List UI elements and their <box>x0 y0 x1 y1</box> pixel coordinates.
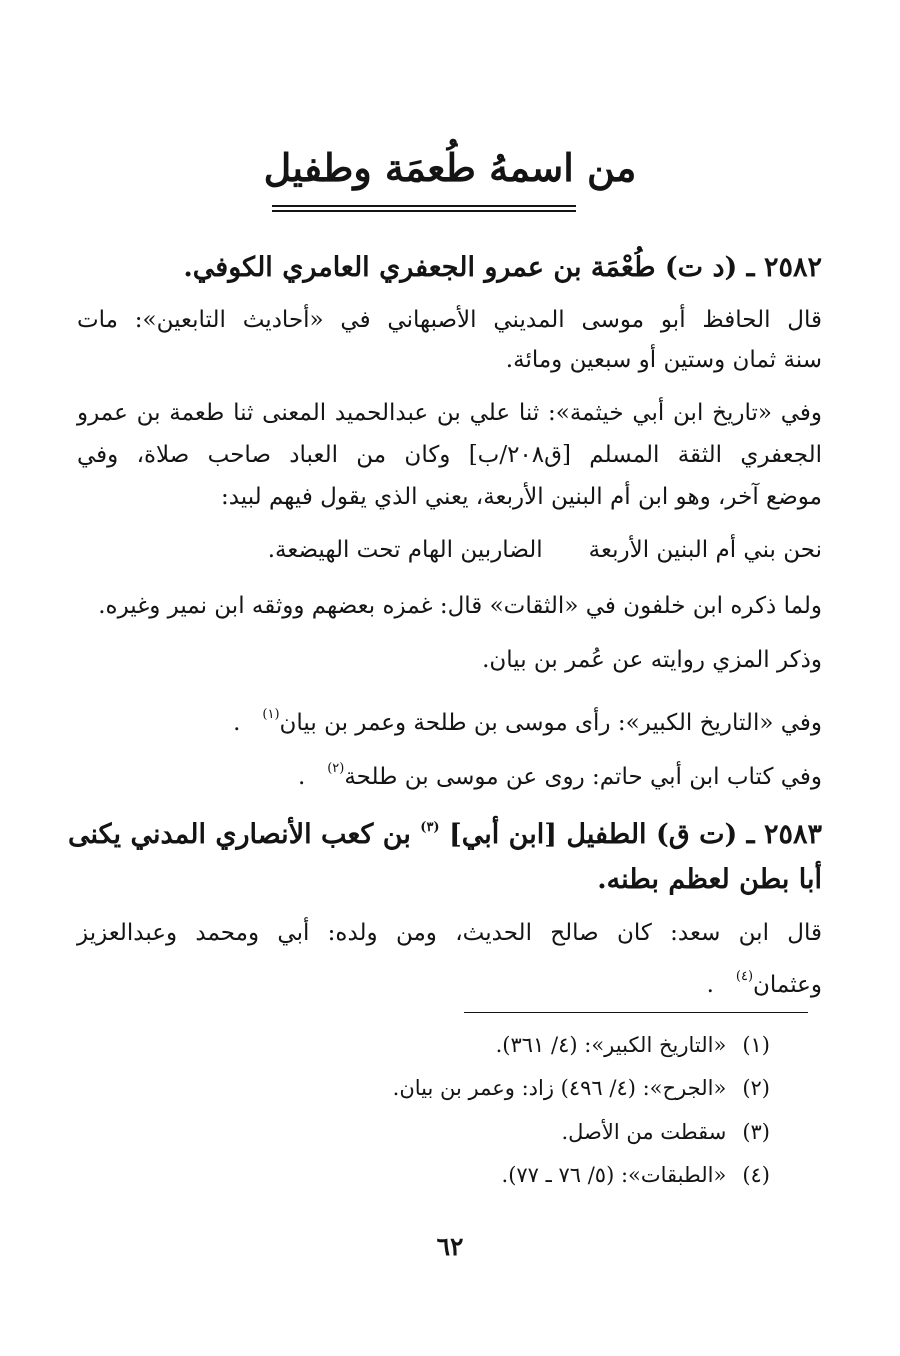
entry-2582-paragraph-2-line-3: موضع آخر، وهو ابن أم البنين الأربعة، يعني الذي يقول فيهم لبيد: <box>220 484 822 510</box>
footnote-1 <box>496 1031 770 1059</box>
chapter-title: من اسمهُ طُعمَة وطفيل <box>263 145 637 190</box>
entry-2582-paragraph-1-line-1: قال الحافظ أبو موسى المديني الأصبهاني في «أحاديث التابعين»: مات <box>77 307 822 333</box>
entry-2582-paragraph-1-line-2: سنة ثمان وستين أو سبعين ومائة. <box>505 347 822 373</box>
entry-2583-paragraph-1-line-1: قال ابن سعد: كان صالح الحديث، ومن ولده: أبي ومحمد وعبدالعزيز <box>77 920 822 946</box>
entry-2583-heading-line-1 <box>67 808 822 855</box>
footnote-ref-3: (٣) <box>420 820 440 835</box>
entry-2582-paragraph-5 <box>77 700 822 738</box>
entry-2583-paragraph-1-line-2 <box>77 962 822 1000</box>
footnote-ref-1: (١) <box>262 707 280 722</box>
footnote-number: (١) <box>742 1033 770 1057</box>
entry-2582-paragraph-2-line-1: وفي «تاريخ ابن أبي خيثمة»: ثنا علي بن عبدالحميد المعنى ثنا طعمة بن عمرو <box>77 400 822 426</box>
footnote-number: (٣) <box>742 1120 770 1144</box>
sentence-period: . <box>233 710 241 736</box>
footnote-ref-4: (٤) <box>735 969 754 984</box>
entry-2582-heading: ٢٥٨٢ ـ (د ت) طُعْمَة بن عمرو الجعفري العامري الكوفي. <box>183 252 822 283</box>
paragraph-text: وعثمان <box>753 972 822 998</box>
entry-2582-paragraph-6 <box>77 754 822 792</box>
footnote-4 <box>502 1161 770 1189</box>
sentence-period: . <box>297 764 306 790</box>
entry-2582-paragraph-2-line-2: الجعفري الثقة المسلم [ق٢٠٨/ب] وكان من العباد صاحب صلاة، وفي <box>77 442 823 468</box>
footnote-text: سقطت من الأصل. <box>561 1120 727 1144</box>
footnote-3 <box>561 1118 770 1146</box>
poetry-verse <box>77 535 822 565</box>
paragraph-6-text: وفي كتاب ابن أبي حاتم: روى عن موسى بن طلحة <box>344 764 822 790</box>
entry-2583-heading-line-2: أبا بطن لعظم بطنه. <box>597 864 822 895</box>
footnote-ref-2: (٢) <box>327 761 345 776</box>
footnote-number: (٤) <box>742 1163 770 1187</box>
verse-hemistich-1: نحن بني أم البنين الأربعة <box>588 537 822 563</box>
entry-2583-heading-part-1: ٢٥٨٣ ـ (ت ق) الطفيل [ابن أبي] <box>448 819 822 850</box>
entry-2582-paragraph-3: ولما ذكره ابن خلفون في «الثقات» قال: غمزه بعضهم ووثقه ابن نمير وغيره. <box>98 593 822 619</box>
page-number: ٦٢ <box>436 1232 464 1261</box>
verse-hemistich-2: الضاربين الهام تحت الهيضعة. <box>267 537 543 563</box>
footnote-text: «التاريخ الكبير»: (٤/ ٣٦١). <box>495 1033 727 1057</box>
footnote-text: «الطبقات»: (٥/ ٧٦ ـ ٧٧). <box>501 1163 727 1187</box>
title-underline-ornament <box>272 205 576 212</box>
paragraph-5-text: وفي «التاريخ الكبير»: رأى موسى بن طلحة وعمر بن بيان <box>279 710 822 736</box>
sentence-period: . <box>706 972 714 998</box>
footnote-separator <box>464 1012 808 1013</box>
footnote-number: (٢) <box>742 1076 770 1100</box>
entry-2582-paragraph-4: وذكر المزي روايته عن عُمر بن بيان. <box>482 647 822 673</box>
footnote-2 <box>393 1074 770 1102</box>
footnote-text: «الجرح»: (٤/ ٤٩٦) زاد: وعمر بن بيان. <box>392 1076 727 1100</box>
entry-2583-heading-part-2: بن كعب الأنصاري المدني يكنى <box>67 819 411 850</box>
